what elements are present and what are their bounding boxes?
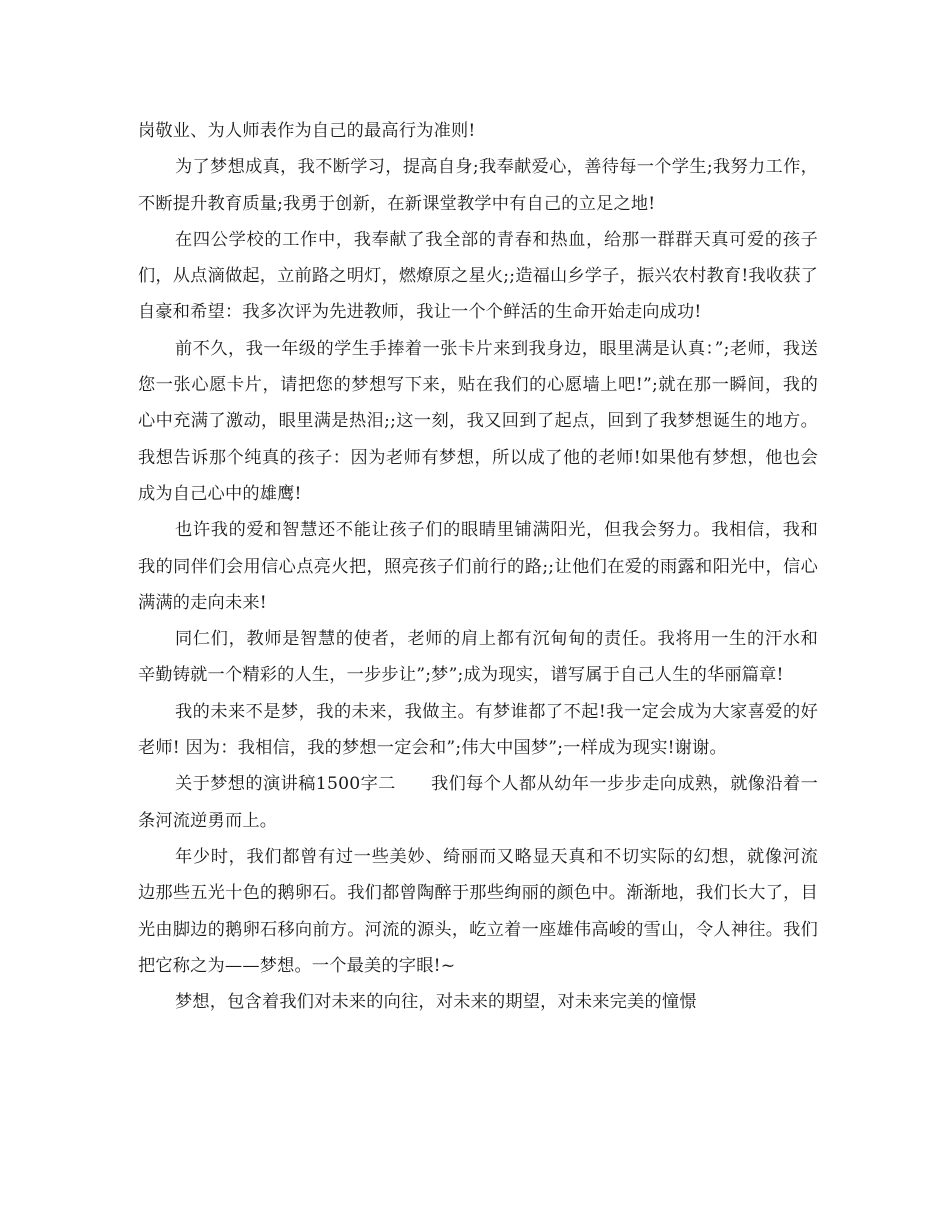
document-body [138, 113, 818, 1020]
paragraph: 梦想，包含着我们对未来的向往，对未来的期望，对未来完美的憧憬 [175, 992, 697, 1013]
paragraph: 在四公学校的工作中，我奉献了我全部的青春和热血，给那一群群天真可爱的孩子们，从点滴做起，立前路之明灯，燃燎原之星火;;造福山乡学子，振兴农村教育!我收获了自豪和希望：我多次评为先进教师，我让一个个鲜活的生命开始走向成功! [138, 229, 818, 323]
paragraph: 前不久，我一年级的学生手捧着一张卡片来到我身边，眼里满是认真：”;老师，我送您一张心愿卡片，请把您的梦想写下来，贴在我们的心愿墙上吧!”;就在那一瞬间，我的心中充满了激动，眼里满是热泪;;这一刻，我又回到了起点，回到了我梦想诞生的地方。我想告诉那个纯真的孩子：因为老师有梦想，所以成了他的老师!如果他有梦想，他也会成为自己心中的雄鹰! [138, 338, 818, 504]
section-heading-paragraph: 关于梦想的演讲稿1500字二 我们每个人都从幼年一步步走向成熟，就像沿着一条河流逆勇而上。 [138, 774, 818, 831]
paragraph: 年少时，我们都曾有过一些美妙、绮丽而又略显天真和不切实际的幻想，就像河流边那些五光十色的鹅卵石。我们都曾陶醉于那些绚丽的颜色中。渐渐地，我们长大了，目光由脚边的鹅卵石移向前方。河流的源头，屹立着一座雄伟高峻的雪山，令人神往。我们把它称之为——梦想。一个最美的字眼!~ [138, 846, 818, 976]
paragraph: 也许我的爱和智慧还不能让孩子们的眼睛里铺满阳光，但我会努力。我相信，我和我的同伴们会用信心点亮火把，照亮孩子们前行的路;;让他们在爱的雨露和阳光中，信心满满的走向未来! [138, 520, 818, 613]
paragraph-continuation: 岗敬业、为人师表作为自己的最高行为准则! [138, 121, 476, 141]
paragraph: 同仁们，教师是智慧的使者，老师的肩上都有沉甸甸的责任。我将用一生的汗水和辛勤铸就一个精彩的人生，一步步让”;梦”;成为现实，谱写属于自己人生的华丽篇章! [138, 629, 818, 686]
paragraph: 我的未来不是梦，我的未来，我做主。有梦谁都了不起!我一定会成为大家喜爱的好老师! 因为：我相信，我的梦想一定会和”;伟大中国梦”;一样成为现实!谢谢。 [138, 701, 818, 759]
paragraph: 为了梦想成真，我不断学习，提高自身;我奉献爱心，善待每一个学生;我努力工作，不断提升教育质量;我勇于创新，在新课堂教学中有自己的立足之地! [138, 157, 818, 214]
